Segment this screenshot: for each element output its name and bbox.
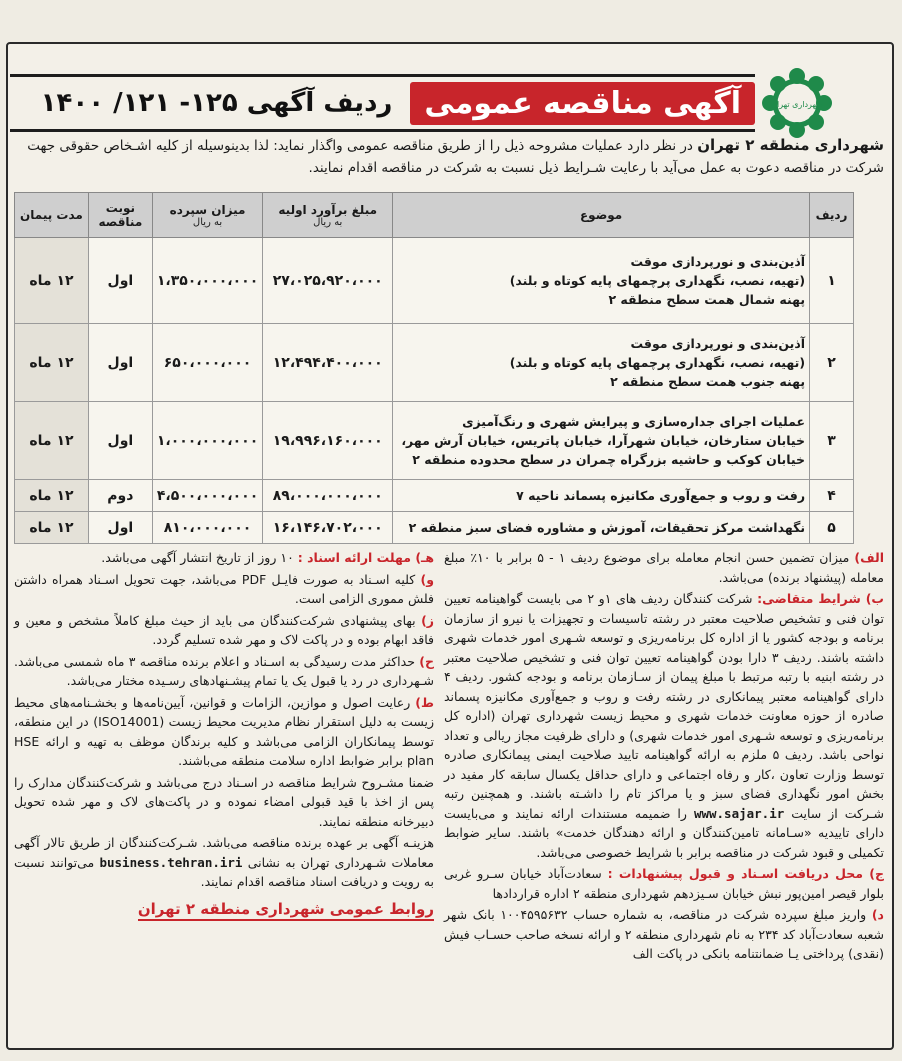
note-fee: هزینـه آگهی بر عهده برنده مناقصه می‌باشد. شـرکت‌کنندگان از طریق تالار آگهی معاملات شـهرداری تهران به نشانی business.tehran.iri می‌توانند نسبت به رویت و دریافت اسناد مناقصه اقدام نمایند. (14, 835, 434, 889)
table-header-row (15, 193, 854, 238)
header-subject: موضوع (393, 193, 810, 238)
tender-table (14, 192, 854, 544)
row-subject: آذین‌بندی و نورپردازی موقت (تهیه، نصب، نگهداری پرچمهای پایه کوتاه و بلند) پهنه شمال همت سطح منطقه ۲ (393, 238, 810, 324)
intro-paragraph (14, 134, 884, 179)
condition-vav: و) کلیه اسـناد به صورت فایـل PDF می‌باشد، جهت تحویل اسـناد همراه داشتن فلش مموری الزامی است. (14, 571, 434, 606)
table-row: ۳ عملیات اجرای جداره‌سازی و پیرایش شهری و رنگ‌آمیزی خیابان ستارخان، خیابان شهرآرا، خیابان پاتریس، خیابان آرش مهر، خیابان کوکب و حاشیه بزرگراه چمران در سطح محدوده منطقه ۲ ۱۹،۹۹۶،۱۶۰،۰۰۰ ۱،۰۰۰،۰۰۰،۰۰۰ اول ۱۲ ماه (15, 402, 854, 480)
condition-he: هـ) مهلت ارائه اسناد : ۱۰ روز از تاریخ انتشار آگهی می‌باشد. (101, 550, 434, 565)
sajar-website: www.sajar.ir (693, 805, 785, 821)
header-radif: ردیف (810, 193, 854, 238)
header-duration: مدت پیمان (15, 193, 89, 238)
ad-title: آگهی مناقصه عمومی (410, 82, 755, 125)
condition-jim: ج) محل دریافت اسـناد و قبول پیشنهادات : سعادت‌آباد خیابان سـرو غربی بلوار قیصر امین‌پور نبش خیابان سـیزدهم شهرداری منطقه ۲ اداره قراردادها (444, 866, 884, 901)
condition-ze: ز) بهای پیشنهادی شرکت‌کنندگان می باید از حیث مبلغ کاملاً مشخص و معین و فاقد ابهام بوده و در پاکت لاک و مهر شده تسلیم گردد. (14, 612, 434, 647)
table-row: ۱ آذین‌بندی و نورپردازی موقت (تهیه، نصب، نگهداری پرچمهای پایه کوتاه و بلند) پهنه شمال همت سطح منطقه ۲ ۲۷،۰۲۵،۹۲۰،۰۰۰ ۱،۳۵۰،۰۰۰،۰۰۰ اول ۱۲ ماه (15, 238, 854, 324)
svg-text:شهرداری تهران: شهرداری تهران (771, 100, 823, 109)
table-row: ۵ نگهداشت مرکز تحقیقات، آموزش و مشاوره فضای سبز منطقه ۲ ۱۶،۱۴۶،۷۰۲،۰۰۰ ۸۱۰،۰۰۰،۰۰۰ اول ۱۲ ماه (15, 512, 854, 544)
row-subject: آذین‌بندی و نورپردازی موقت (تهیه، نصب، نگهداری پرچمهای پایه کوتاه و بلند) پهنه جنوب همت سطح منطقه ۲ (393, 324, 810, 402)
header-deposit: میزان سپرده به ریال (152, 193, 262, 238)
row-subject: نگهداشت مرکز تحقیقات، آموزش و مشاوره فضای سبز منطقه ۲ (393, 512, 810, 544)
row-subject: عملیات اجرای جداره‌سازی و پیرایش شهری و رنگ‌آمیزی خیابان ستارخان، خیابان شهرآرا، خیابان پاتریس، خیابان آرش مهر، خیابان کوکب و حاشیه بزرگراه چمران در سطح محدوده منطقه ۲ (393, 402, 810, 480)
tehran-municipality-logo (762, 68, 832, 138)
row-subject: رفت و روب و جمع‌آوری مکانیزه پسماند ناحیه ۷ (393, 480, 810, 512)
note-documents: ضمنا مشـروح شرایط مناقصه در اسـناد درج می‌باشد و شرکت‌کنندگان مدارک را پس از اخذ با قید قبولی امضاء نموده و در پاکت‌های لاک و مهر شده تحویل دبیرخانه منطقه نمایند. (14, 774, 434, 829)
business-website: business.tehran.iri (99, 854, 243, 870)
condition-dal: د) واریز مبلغ سپرده شرکت در مناقصه، به شماره حساب ۱۰۰۴۵۹۵۶۳۲ بانک شهر شعبه سعادت‌آباد کد ۲۳۴ به نام شهرداری منطقه ۲ و ارائه نسخه صاحب حسـاب فیش (نقدی) پرداختی یـا ضمانتنامه بانکی در پاکت الف (444, 907, 884, 961)
header-estimate: مبلغ برآورد اولیه به ریال (263, 193, 393, 238)
conditions-left-column (14, 548, 434, 921)
ad-reference: ردیف آگهی ۱۲۵- ۱۲۱/ ۱۴۰۰ (40, 88, 393, 118)
conditions-right-column (444, 548, 884, 966)
conditions-section (14, 548, 884, 1043)
table-row: ۴ رفت و روب و جمع‌آوری مکانیزه پسماند ناحیه ۷ ۸۹،۰۰۰،۰۰۰،۰۰۰ ۴،۵۰۰،۰۰۰،۰۰۰ دوم ۱۲ ماه (15, 480, 854, 512)
header-band (10, 74, 755, 132)
condition-he2: ح) حداکثر مدت رسیدگی به اسـناد و اعلام برنده مناقصه ۳ ماه شمسی می‌باشد. شـهرداری در رد یا قبول یک یا تمام پیشـنهادهای رسـیده مختار می‌باشد. (14, 653, 434, 688)
public-relations-footer: روابط عمومی شهرداری منطقه ۲ تهران (138, 900, 434, 922)
condition-alef: الف) میزان تضمین حسن انجام معامله برای موضوع ردیف ۱ - ۵ برابر با ۱۰٪ مبلغ معامله (پیشنهاد برنده) می‌باشد. (444, 550, 884, 585)
table-row: ۲ آذین‌بندی و نورپردازی موقت (تهیه، نصب، نگهداری پرچمهای پایه کوتاه و بلند) پهنه جنوب همت سطح منطقه ۲ ۱۲،۴۹۴،۴۰۰،۰۰۰ ۶۵۰،۰۰۰،۰۰۰ اول ۱۲ ماه (15, 324, 854, 402)
intro-text: در نظر دارد عملیات مشروحه ذیل را از طریق مناقصه عمومی واگذار نماید: لذا بدینوسیله از کلیه اشـخاص حقوقی جهت شرکت در مناقصه دعوت به عمل می‌آید با رعایت شـرایط ذیل نسبت به شرکت در مناقصه اقدام نمایند. (27, 138, 884, 176)
condition-ta: ط) رعایت اصول و موازین، الزامات و قوانین، آیین‌نامه‌ها و بخشـنامه‌های محیط زیست به دلیل استقرار نظام مدیریت محیط زیست (ISO14001) در این منطقه، توسط پیمانکاران الزامی می‌باشد و کلیه برندگان موظف به تهیه و ارائه HSE plan برابر ضوابط اداره سلامت منطقه می‌باشند. (14, 694, 435, 768)
condition-be: ب) شرایط متقاضی: شرکت کنندگان ردیف های ۱و ۲ می بایست گواهینامه تعیین توان فنی و تشخیص صلاحیت معتبر در رشته تاسیسات و تجهیزات یا نیرو از سازمان برنامه و بودجه کشور یا از اداره کل برنامه‌ریزی و توسعه شـهری امور خدمات شهری داشته باشند. ردیف ۳ دارا بودن گواهینامه تعیین توان فنی و تشخیص صلاحیت معتبر در رشته ابنیه با رتبه مرتبط با مبلغ پیمان از سـازمان برنامه و بودجه کشور. ردیف ۴ دارای گواهینامه معتبر پیمانکاری در رشته رفت و روب و جمع‌آوری مکانیزه پسماند صادره از حوزه معاونت خدمات شهری و محیط زیست شهرداری تهران (اداره کل برنامه‌ریزی و توسعه شـهری امور خدمات شهری) و دارای ظرفیت مجاز ریالی و تعداد نواحی باشد. ردیف ۵ ملزم به ارائه گواهینامه تایید صلاحیت ایمنی پیمانکاری صادره توسط وزارت تعاون ،کار و رفاه اجتماعی و دارای حداقل یکسال سابقه کار مفید در بخش امور نگهداری فضای سبز و یا مراکز تام را داشـته باشند. و همچنین رتبه شـرکت از سایت www.sajar.ir را ضمیمه مستندات ارائه نمایند و می‌بایست دارای تاییدیه «سـامانه تامین‌کنندگان و ارائه دهندگان خدمت» باشند. سایر ضوابط تکمیلی و قبود شرکت در مناقصه برابر با شرایط خصوصی می‌باشد. (444, 591, 884, 860)
intro-lead: شهرداری منطقه ۲ تهران (697, 136, 884, 154)
header-round: نوبت مناقصه (88, 193, 152, 238)
